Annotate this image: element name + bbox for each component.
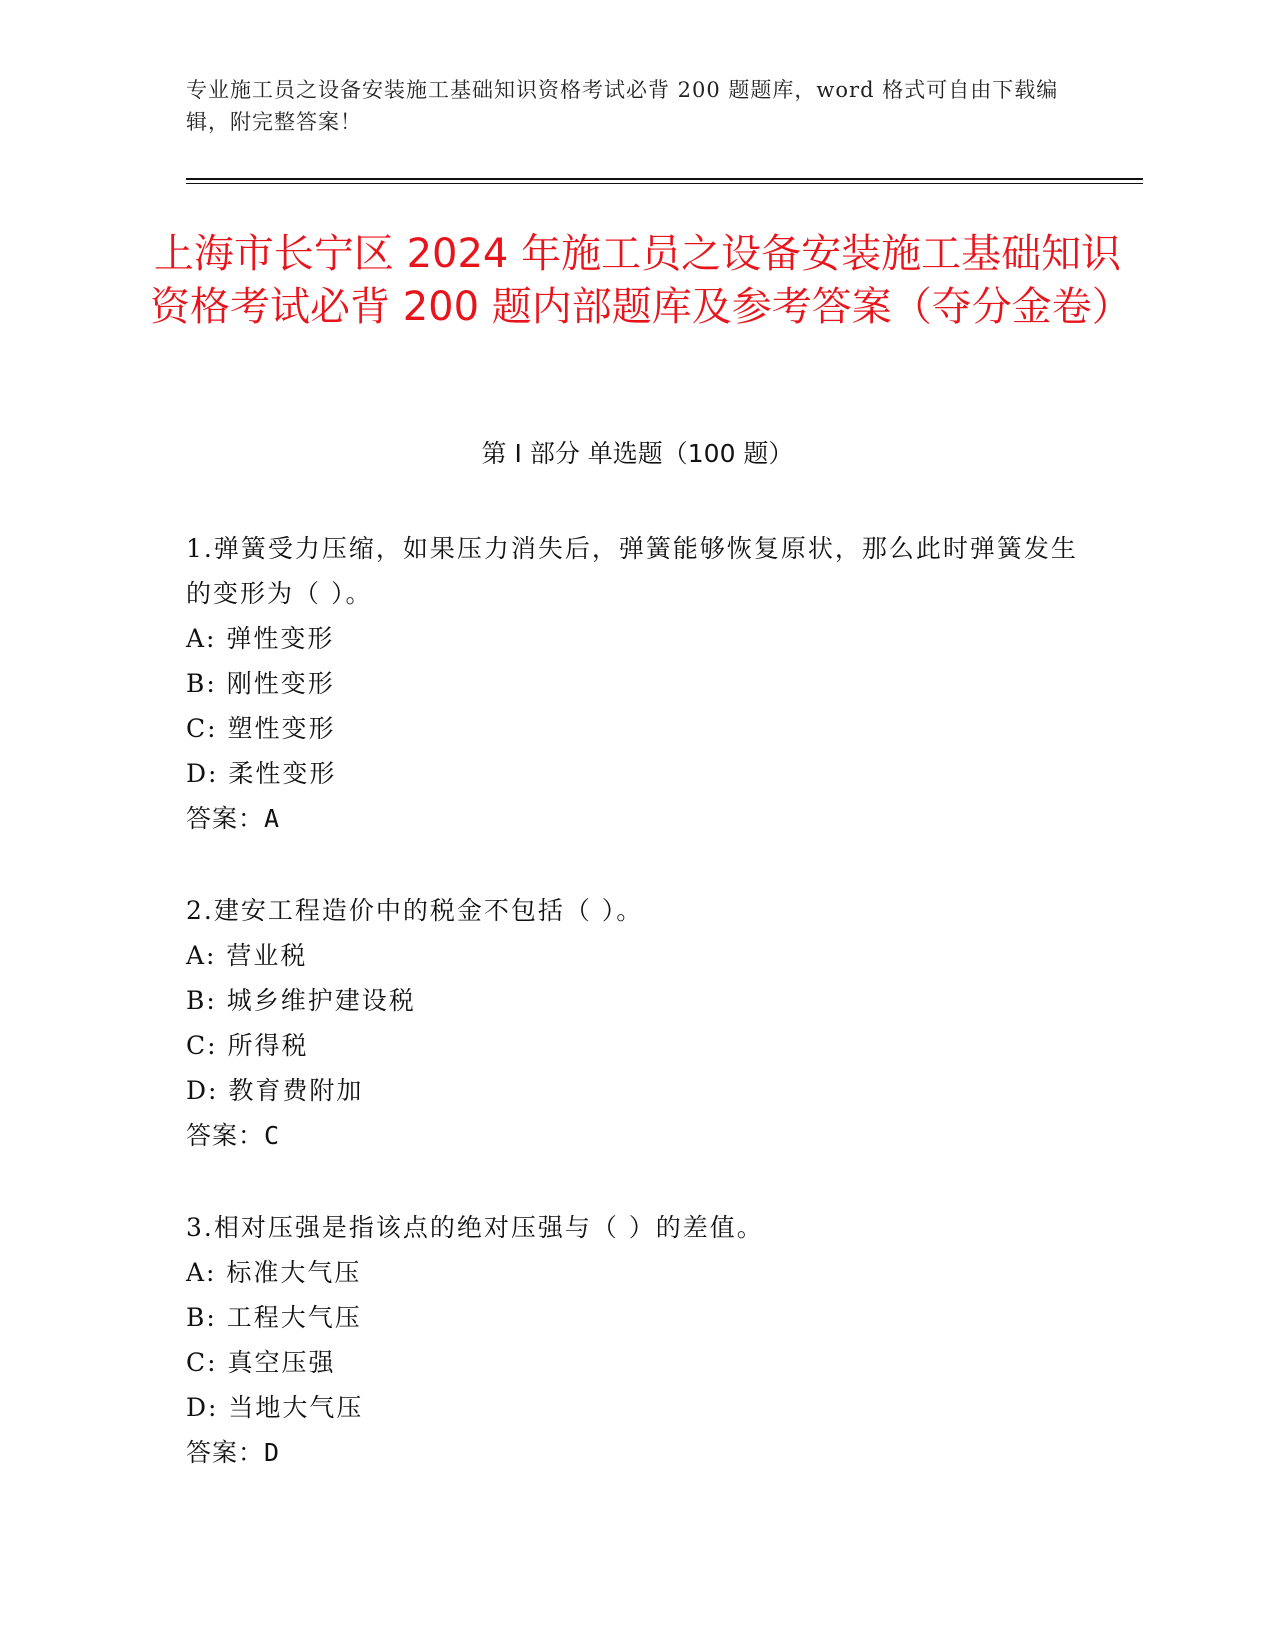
- question-block: [186, 526, 1086, 841]
- header-divider-thin: [186, 183, 1143, 184]
- header-note: 专业施工员之设备安装施工基础知识资格考试必背 200 题题库，word 格式可自由下载编辑，附完整答案！: [186, 78, 1059, 134]
- answer-value: C: [264, 1121, 281, 1150]
- option-b: B: 城乡维护建设税: [186, 986, 416, 1015]
- answer-value: A: [264, 804, 281, 833]
- question-stem: 2.建安工程造价中的税金不包括（ ）。: [186, 896, 644, 925]
- option-d: D: 教育费附加: [186, 1076, 364, 1105]
- answer-label: 答案：: [186, 804, 265, 833]
- option-d: D: 当地大气压: [186, 1393, 364, 1422]
- section-heading: 第 I 部分 单选题（100 题）: [481, 439, 794, 468]
- question-block: [186, 888, 1086, 1158]
- option-c: C: 真空压强: [186, 1348, 336, 1377]
- option-b: B: 刚性变形: [186, 669, 335, 698]
- option-a: A: 营业税: [186, 941, 308, 970]
- answer-line: [186, 1113, 1086, 1158]
- answer-line: [186, 796, 1086, 841]
- option-c: C: 所得税: [186, 1031, 309, 1060]
- question-block: [186, 1205, 1086, 1475]
- answer-label: 答案：: [186, 1438, 265, 1467]
- option-d: D: 柔性变形: [186, 759, 337, 788]
- option-a: A: 标准大气压: [186, 1258, 362, 1287]
- answer-label: 答案：: [186, 1121, 265, 1150]
- answer-line: [186, 1430, 1086, 1475]
- question-stem: 1.弹簧受力压缩，如果压力消失后，弹簧能够恢复原状，那么此时弹簧发生的变形为（ ）。: [186, 534, 1078, 608]
- option-b: B: 工程大气压: [186, 1303, 362, 1332]
- document-title: 上海市长宁区 2024 年施工员之设备安装施工基础知识资格考试必背 200 题内部题库及参考答案（夺分金卷）: [150, 231, 1132, 330]
- option-c: C: 塑性变形: [186, 714, 336, 743]
- option-a: A: 弹性变形: [186, 624, 335, 653]
- header-divider-thick: [186, 178, 1143, 180]
- question-stem: 3.相对压强是指该点的绝对压强与（ ）的差值。: [186, 1213, 764, 1242]
- answer-value: D: [264, 1438, 281, 1467]
